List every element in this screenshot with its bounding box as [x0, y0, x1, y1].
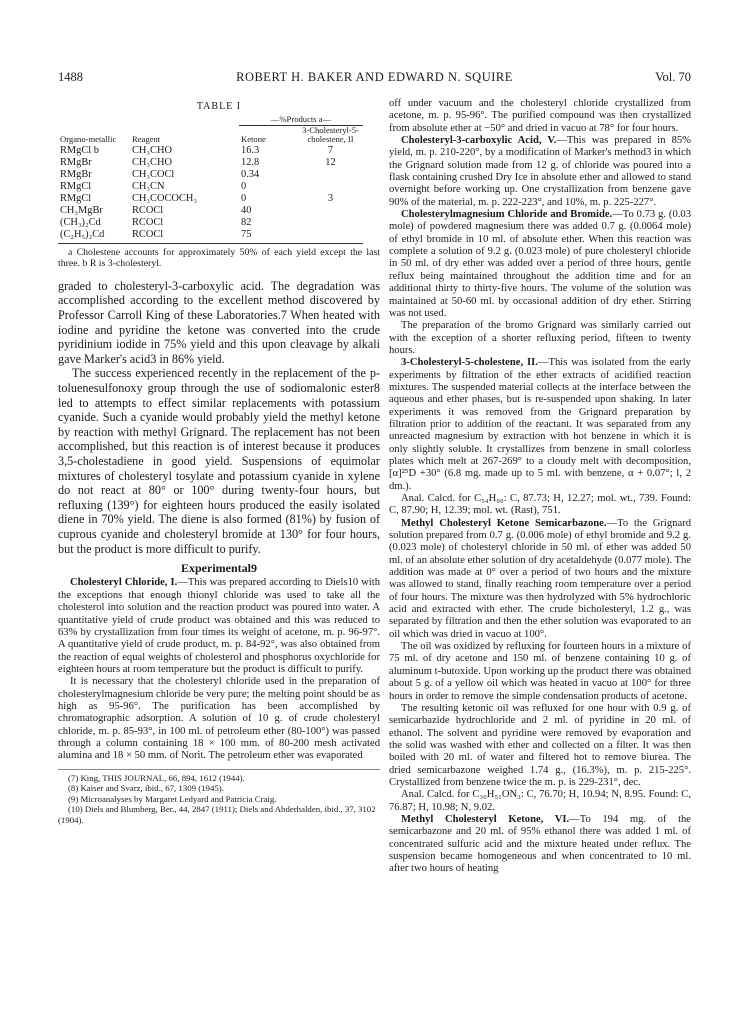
cell: CH₃CN [132, 180, 165, 192]
run-in-heading: 3-Cholesteryl-5-cholestene, II. [401, 357, 538, 369]
paragraph: graded to cholesteryl-3-carboxylic acid. The degradation was accomplished according to the excellent method discovered by Professor Carroll King of these Laboratories.7 When heated with iodine and pyridine the ketone was converted into the crude pyridinium iodide in 75% yield and this upon cleavage by alkali gave Marker's acid3 in 86% yield. [58, 278, 380, 366]
intro-text [58, 279, 380, 556]
paragraph: The oil was oxidized by refluxing for fourteen hours in a mixture of 75 ml. of dry acetone and 150 ml. of benzene containing 10 g. of aluminum t-butoxide. Upon working up the product there was obtained about 5 g. of a yellow oil which was heated in vacuo at 100° for three hours in order to remove the simple condensation products of acetone. [389, 641, 691, 702]
cell: 12.8 [241, 156, 260, 168]
cell [298, 169, 363, 181]
paragraph [389, 814, 691, 876]
paragraph [389, 518, 691, 641]
cell: (C₂H₅)₂Cd [58, 229, 130, 244]
run-in-heading: Cholesteryl-3-carboxylic Acid, V. [401, 135, 557, 147]
experimental-text [58, 577, 380, 762]
cell: 0.34 [241, 168, 260, 180]
cell: RCOCl [130, 229, 239, 244]
col-header-reagent: Reagent [132, 134, 161, 145]
cell: RMgBr [60, 156, 92, 168]
cell: RCOCl [132, 204, 164, 216]
paragraph [58, 577, 380, 676]
running-header [0, 70, 749, 90]
table-row [58, 181, 363, 193]
cell: CH₃COCOCH₃ [132, 192, 197, 204]
cell [298, 205, 363, 217]
cell: CH₃COCl [132, 168, 175, 180]
paragraph-body: —To 194 mg. of the semicarbazone and 20 ml. of 95% ethanol there was added 1 ml. of concentrated sulfuric acid and the mixture heated under reflux. The suspension became homogeneous and when concentrated to 10 ml. after two hours of heating [389, 813, 692, 875]
footnote: (7) King, THIS JOURNAL, 66, 894, 1612 (1944). [68, 772, 245, 783]
cell: 3 [327, 192, 334, 204]
paragraph-body: —To the Grignard solution prepared from 0.7 g. (0.006 mole) of ethyl bromide and 9.2 g. (0.023 mole) of cholesteryl chloride in 50 ml. of ether was added 50 ml. of an absolute ether solution of dry acetaldehyde (0.077 mole). The addition was made at 0° over a period of two hours and the mixture was allowed to stand, finally reaching room temperature over a period of four hours. The mixture was then hydrolyzed with 5% hydrochloric acid and extracted with ether. The crude bicholesteryl, 1.2 g., was separated by filtration and then the ether solution was evaporated to an oil which was dried in vacuo at 100°. [389, 517, 691, 640]
paragraph [389, 135, 691, 209]
cell: 75 [239, 229, 298, 244]
col-header-cholestene: 3-Cholesteryl-5-cholestene, II [302, 124, 359, 145]
paragraph-body: —This was prepared according to Diels10 with the exceptions that enough thionyl chloride was used to take all the cholesterol into solution and the reaction product was poured into water. A quantitative yield of crude product was obtained and this was reduced to 63% by crystallization from four times its weight of acetone, m. p. 96-97°. A quantitative yield of crude product, m. p. 84-92°, was also obtained from the reaction of equal weights of cholesterol and phosphorus oxychloride for eighteen hours at room temperature but the product is difficult to purify. [58, 577, 380, 675]
table-row [58, 157, 363, 169]
left-column [58, 98, 380, 825]
col-header-ketone: Ketone [241, 134, 266, 145]
paragraph-body: —This was isolated from the early experiments by filtration of the ether extracts of acidified reaction mixtures. The suspended material collects at the interface between the aqueous and ether phases, but is re-suspended upon shaking. In later experiments it was removed from the Grignard preparation by filtration prior to addition of the reactant. It was separated from any unreacted magnesium by extraction with hot benzene in which it is only slightly soluble. It crystallizes from benzene in small colorless plates which melt at 267-269° to a cloudy melt with decomposition, [α]²⁵D +30° (6.8 mg. made up to 5 ml. with benzene, α + 0.07°; l, 2 dm.). [389, 357, 691, 492]
cell: 0 [241, 192, 247, 204]
footnotes [58, 769, 380, 826]
table-title: TABLE I [196, 101, 242, 112]
paragraph: The preparation of the bromo Grignard was similarly carried out with the exception of a shorter refluxing period, fifteen to twenty hours. [389, 320, 691, 356]
paragraph: off under vacuum and the cholesteryl chloride crystallized from acetone, m. p. 95-96°. The purified compound was then crystallized from absolute ether at −50° and dried in vacuo at 78° for four hours. [389, 98, 691, 134]
table-row [58, 217, 363, 229]
products-table [58, 115, 363, 244]
cell: (CH₃)₂Cd [60, 216, 101, 228]
footnote: (10) Diels and Blumberg, Ber., 44, 2847 (1911); Diels and Abderhalden, ibid., 37, 3102 (1904). [58, 804, 376, 825]
cell: 40 [241, 204, 252, 216]
run-in-heading: Cholesteryl Chloride, I. [70, 577, 178, 589]
footnote: (9) Microanalyses by Margaret Ledyard and Patricia Craig. [68, 793, 277, 804]
cell: RCOCl [132, 216, 164, 228]
cell: CH₃CHO [132, 144, 172, 156]
cell: 0 [241, 180, 247, 192]
volume-label: Vol. 70 [655, 70, 691, 84]
table-row [58, 145, 363, 157]
page-number: 1488 [58, 70, 83, 84]
analysis-line: Anal. Calcd. for C₅₄H₉₀: C, 87.73; H, 12.27; mol. wt., 739. Found: C, 87.90; H, 12.39; mol. wt. (Rast), 751. [389, 493, 691, 517]
table-row [58, 169, 363, 181]
running-authors: ROBERT H. BAKER AND EDWARD N. SQUIRE [236, 70, 513, 84]
cell: RMgCl b [60, 144, 99, 156]
cell: 16.3 [241, 144, 260, 156]
cell: 82 [241, 216, 252, 228]
cell [298, 181, 363, 193]
paragraph [389, 357, 691, 493]
paragraph [389, 209, 691, 320]
paragraph: The success experienced recently in the replacement of the p-toluenesulfonoxy group through the use of sodiomalonic ester8 led to attempts to effect similar replacements with potassium cyanide. Such a cyanide would probably yield the methyl ketone by reaction with methyl Grignard. The replacement has not been accomplished, but this reaction is of interest because it produces 3,5-cholestadiene in good yield. Suspensions of equimolar mixtures of cholesteryl tosylate and potassium cyanide in xylene do not react at 80° or 100° during twenty-four hours, but refluxing (139°) for eighteen hours produced the easily isolated diene in 70% yield. The diene is also formed (81%) by fusion of cuprous cyanide and cholesteryl bromide at 130° for four hours, but the product is more difficult to purify. [58, 366, 380, 556]
section-heading-experimental: Experimental9 [181, 561, 257, 576]
table-row [58, 229, 363, 244]
footnote: (8) Kaiser and Svarz, ibid., 67, 1309 (1945). [68, 783, 224, 794]
right-column [389, 98, 691, 876]
products-header: —%Products a— [239, 115, 363, 125]
paragraph: The resulting ketonic oil was refluxed for one hour with 0.9 g. of semicarbazide hydrochloride and 2 ml. of pyridine in 20 ml. of ethanol. The solvent and pyridine were removed by evaporation and the solid was washed with ether and collected on a filter. It was then boiled with 20 ml. of water and filtered hot to remove biurea. The dried semicarbazone weighed 1.74 g., (16.3%), m. p. 215-225°. Crystallized from benzene twice the m. p. is 229-231°, dec. [389, 702, 691, 788]
cell: RMgCl [60, 180, 92, 192]
run-in-heading: Cholesterylmagnesium Chloride and Bromide. [401, 209, 613, 221]
run-in-heading: Methyl Cholesteryl Ketone, VI. [401, 813, 570, 825]
cell: CH₃MgBr [60, 204, 103, 216]
cell: 12 [325, 156, 336, 168]
col-header-organometallic: Organo-metallic [60, 134, 117, 145]
table-row [58, 193, 363, 205]
cell: RMgBr [60, 168, 92, 180]
cell: CH₃CHO [132, 156, 172, 168]
table-row [58, 205, 363, 217]
analysis-line: Anal. Calcd. for C₃₀H₅₁ON₃: C, 76.70; H, 10.94; N, 8.95. Found: C, 76.87; H, 10.98; N, 9.02. [389, 789, 691, 813]
paragraph-body: —This was prepared in 85% yield, m. p. 210-220°, by a modification of Marker's method3 in which the Grignard solution made from 12 g. of chloride was poured into a flask containing crushed Dry Ice in absolute ether and allowed to stand overnight before working up. One crystallization from benzene gave 90% of the material, m. p. 222-223°, and 10%, m. p. 225-227°. [389, 135, 691, 208]
cell [298, 229, 363, 244]
paragraph: It is necessary that the cholesteryl chloride used in the preparation of cholesterylmagnesium chloride be very pure; the melting point should be as high as 95-96°. The purification has been accomplished by chromatographic adsorption. A solution of 10 g. of crude cholesteryl chloride, m. p. 85-93°, in 100 ml. of petroleum ether (80-100°) was passed through a column containing 18 × 100 mm. of 80-200 mesh activated alumina and 18 × 50 mm. of Norit. The petroleum ether was evaporated [58, 676, 380, 762]
cell [298, 217, 363, 229]
cell: 7 [327, 144, 334, 156]
cell: RMgCl [60, 192, 92, 204]
table-footnote: a Cholestene accounts for approximately 50% of each yield except the last three. b R is 3-cholesteryl. [58, 246, 380, 270]
run-in-heading: Methyl Cholesteryl Ketone Semicarbazone. [401, 517, 607, 529]
paragraph-body: —To 0.73 g. (0.03 mole) of powdered magnesium there was added 0.7 g. (0.0064 mole) of ethyl bromide in 10 ml. of absolute ether. When this reaction was complete a solution of 9.2 g. (0.023 mole) of pure cholesteryl chloride in 50 ml. of dry ether was added over a period of three hours, gentle reflux being maintained throughout the addition time and for an additional thirty to thirty-five hours. The volume of the solution was maintained at 50-60 ml. by occasional addition of dry ether. Stirring was not used. [389, 209, 691, 319]
